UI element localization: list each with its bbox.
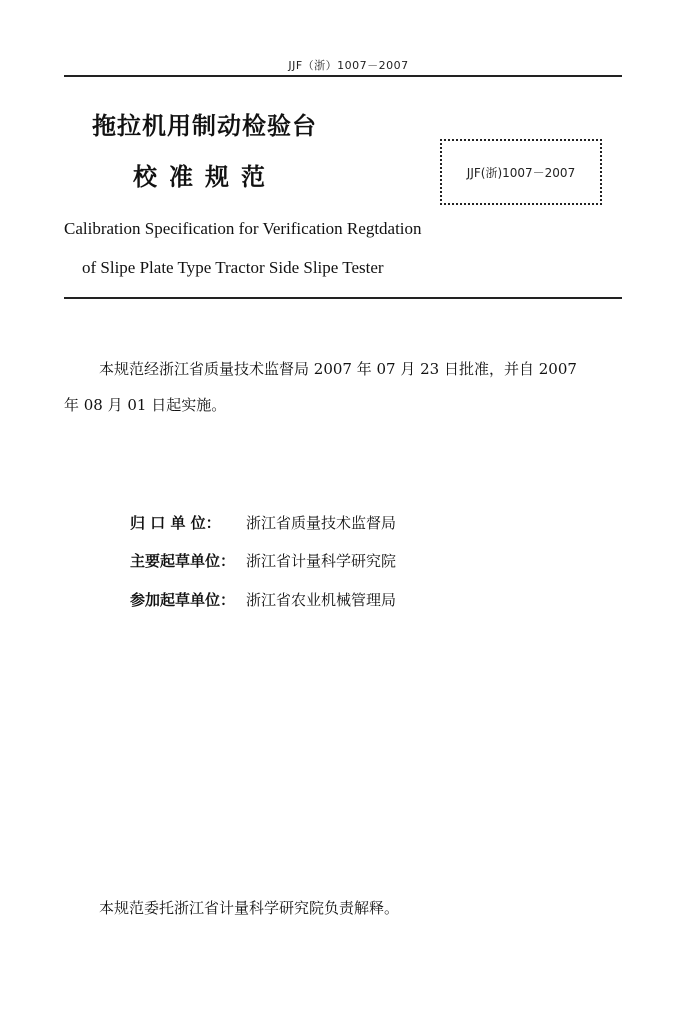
approval-text-line-1: 本规范经浙江省质量技术监督局 2007 年 07 月 23 日批准，并自 2007 <box>99 360 577 378</box>
interpretation-note: 本规范委托浙江省计量科学研究院负责解释。 <box>99 899 400 917</box>
specification-code: JJF(浙)1007－2007 <box>466 165 576 180</box>
specification-code-box <box>440 139 602 205</box>
responsible-unit-value: 浙江省质量技术监督局 <box>246 514 397 532</box>
header-code: JJF（浙）1007－2007 <box>288 59 409 72</box>
main-drafting-unit-row <box>130 550 396 571</box>
main-drafting-unit-value: 浙江省计量科学研究院 <box>246 552 397 570</box>
participating-unit-row <box>130 589 396 610</box>
english-title-line-1: Calibration Specification for Verification Regtdation <box>64 219 422 238</box>
participating-unit-value: 浙江省农业机械管理局 <box>246 591 397 609</box>
chinese-subtitle: 校准规范 <box>133 163 277 191</box>
responsible-unit-label: 归 口 单 位： <box>130 514 221 532</box>
main-drafting-unit-label: 主要起草单位： <box>130 552 236 570</box>
chinese-title: 拖拉机用制动检验台 <box>92 112 317 140</box>
header-rule <box>64 75 622 77</box>
responsible-unit-row <box>130 512 396 533</box>
participating-unit-label: 参加起草单位： <box>130 591 236 609</box>
title-rule <box>64 297 622 299</box>
english-title-line-2: of Slipe Plate Type Tractor Side Slipe Tester <box>82 258 384 277</box>
approval-text-line-2: 年 08 月 01 日起实施。 <box>64 396 227 414</box>
